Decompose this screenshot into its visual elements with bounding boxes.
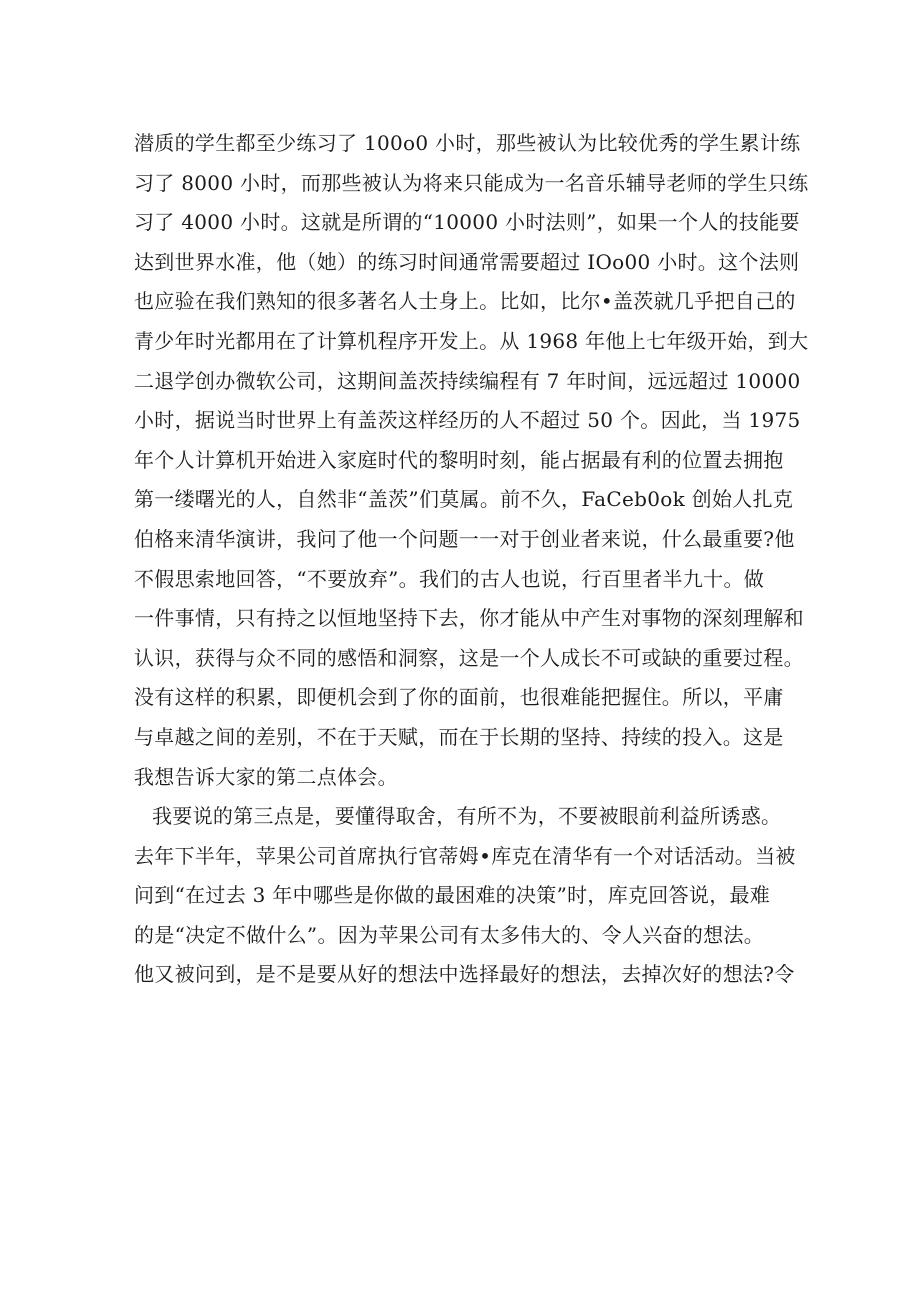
body-text [134,124,854,995]
text-line: 二退学创办微软公司，这期间盖茨持续编程有 7 年时间，远远超过 10000 [134,368,801,393]
text-line: 问到“在过去 3 年中哪些是你做的最困难的决策”时，库克回答说，最难 [134,883,771,908]
paragraph-2 [134,797,854,995]
text-line: 第一缕曙光的人，自然非“盖茨”们莫属。前不久，FaCeb0ok 创始人扎克 [134,487,794,512]
text-line: 年个人计算机开始进入家庭时代的黎明时刻，能占据最有利的位置去拥抱 [134,447,784,472]
text-line: 认识，获得与众不同的感悟和洞察，这是一个人成长不可或缺的重要过程。 [134,645,804,670]
paragraph-1 [134,124,854,797]
text-line: 去年下半年，苹果公司首席执行官蒂姆•库克在清华有一个对话活动。当被 [134,843,796,868]
text-line: 没有这样的积累，即便机会到了你的面前，也很难能把握住。所以，平庸 [134,685,784,710]
text-line: 青少年时光都用在了计算机程序开发上。从 1968 年他上七年级开始，到大 [134,328,809,353]
text-line: 他又被问到，是不是要从好的想法中选择最好的想法，去掉次好的想法?令 [134,962,795,987]
text-line: 达到世界水准，他（她）的练习时间通常需要超过 IOo00 小时。这个法则 [134,249,800,274]
text-line: 小时，据说当时世界上有盖茨这样经历的人不超过 50 个。因此，当 1975 [134,408,801,433]
text-line: 习了 8000 小时，而那些被认为将来只能成为一名音乐辅导老师的学生只练 [134,170,809,195]
text-line: 也应验在我们熟知的很多著名人士身上。比如，比尔•盖茨就几乎把自己的 [134,289,796,314]
text-line: 潜质的学生都至少练习了 100o0 小时，那些被认为比较优秀的学生累计练 [134,131,801,155]
text-line: 我想告诉大家的第二点体会。 [134,764,398,789]
text-line: 与卓越之间的差别，不在于天赋，而在于长期的坚持、持续的投入。这是 [134,724,784,749]
text-line: 伯格来清华演讲，我问了他一个问题一一对于创业者来说，什么最重要?他 [134,526,795,551]
text-line: 习了 4000 小时。这就是所谓的“10000 小时法则”，如果一个人的技能要 [134,210,800,235]
text-line: 我要说的第三点是，要懂得取舍，有所不为，不要被眼前利益所诱惑。 [152,804,782,829]
text-line: 不假思索地回答，“不要放弃”。我们的古人也说，行百里者半九十。做 [134,566,765,591]
text-line: 的是“决定不做什么”。因为苹果公司有太多伟大的、令人兴奋的想法。 [134,922,765,947]
text-line: 一件事情，只有持之以恒地坚持下去，你才能从中产生对事物的深刻理解和 [134,606,804,631]
